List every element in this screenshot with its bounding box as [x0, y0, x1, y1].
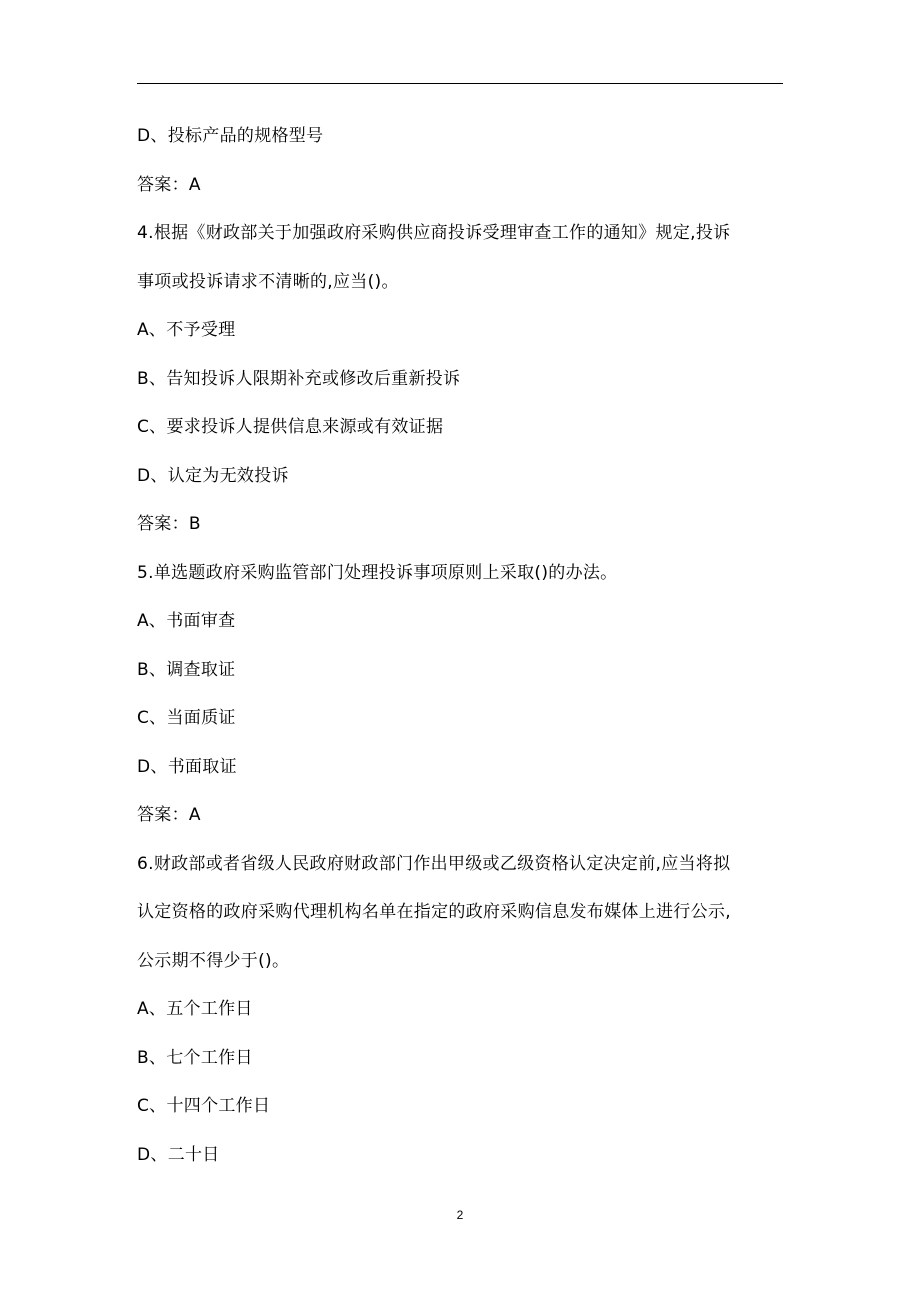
- q6-stem-line1: 6.财政部或者省级人民政府财政部门作出甲级或乙级资格认定决定前,应当将拟: [137, 853, 731, 874]
- q3-answer: 答案：A: [137, 174, 201, 195]
- document-body: [137, 112, 787, 1179]
- q5-option-d: D、书面取证: [137, 756, 237, 777]
- q6-option-a: A、五个工作日: [137, 999, 253, 1019]
- q5-answer: 答案：A: [137, 805, 201, 825]
- q6-option-d: D、二十日: [137, 1144, 220, 1165]
- q4-answer: 答案：B: [137, 514, 201, 534]
- header-rule: [137, 83, 783, 84]
- q6-option-b: B、七个工作日: [137, 1047, 253, 1068]
- q5-option-a: A、书面审查: [137, 611, 236, 631]
- q3-option-d: D、投标产品的规格型号: [137, 126, 324, 146]
- q4-stem-line1: 4.根据《财政部关于加强政府采购供应商投诉受理审查工作的通知》规定,投诉: [137, 223, 731, 243]
- q6-option-c: C、十四个工作日: [137, 1096, 271, 1116]
- q5-option-c: C、当面质证: [137, 708, 236, 728]
- q5-option-b: B、调查取证: [137, 659, 236, 680]
- q6-stem-line3: 公示期不得少于()。: [137, 950, 290, 971]
- q4-option-c: C、要求投诉人提供信息来源或有效证据: [137, 417, 444, 437]
- q6-stem-line2: 认定资格的政府采购代理机构名单在指定的政府采购信息发布媒体上进行公示,: [137, 902, 731, 922]
- q4-option-b: B、告知投诉人限期补充或修改后重新投诉: [137, 368, 461, 389]
- q4-option-d: D、认定为无效投诉: [137, 465, 289, 486]
- page-number: 2: [456, 1208, 464, 1222]
- q4-option-a: A、不予受理: [137, 320, 236, 340]
- q4-stem-line2: 事项或投诉请求不清晰的,应当()。: [137, 271, 399, 292]
- q5-stem-line1: 5.单选题政府采购监管部门处理投诉事项原则上采取()的办法。: [137, 562, 618, 583]
